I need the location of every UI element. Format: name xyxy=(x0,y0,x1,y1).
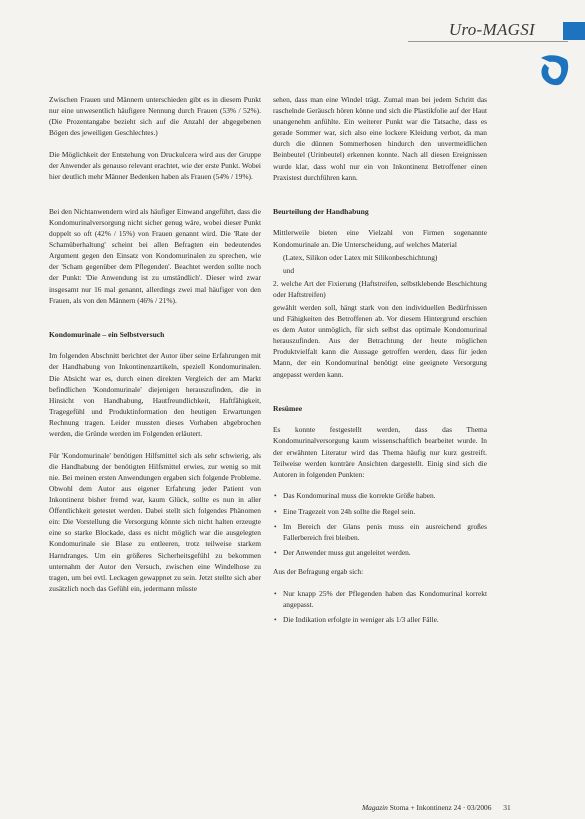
bullet-list xyxy=(273,490,487,557)
paragraph: Im folgenden Abschnitt berichtet der Autor über seine Erfahrungen mit der Handhabung von Inkontinenzartikeln, speziell Kondomurinalen. Die Absicht war es, durch einen direkten Vergleich der am Markt befindlichen 'Kondomurinale' diejenigen herauszufinden, die in Hinsicht von Handhabung, Hautfreundlichkeit, Haftfähigkeit, Tragegefühl und Produktinformation den heutigen Erwartungen Rechnung tragen. Leider mussten dieses Vorhaben abgebrochen werden, die Gründe werden im Folgenden erläutert. xyxy=(49,351,261,439)
left-column xyxy=(49,94,261,605)
paragraph: (Latex, Silikon oder Latex mit Silikonbeschichtung) xyxy=(283,252,438,262)
brand-rule xyxy=(408,41,568,42)
page-number: 31 xyxy=(503,803,511,812)
paragraph: Für 'Kondomurinale' benötigen Hilfsmittel sich als sehr schwierig, als die Handhabung der benötigten Hilfsmittel erwies, zur wenig so mit nie. Bei meinen ersten Anwendungen ergaben sich folgende Probleme. Obwohl dem Autor aus eigener Erfahrung jeder Patient von Inkontinenz bisher fremd war, kaum Glück, sollte es nun in aller Öffentlichkeit getestet werden. Dabei stellt sich folgendes Phänomen ein: Die Vorstellung die Versorgung könnte sich nicht halten erzeugte eine so starke Blockade, dass es nicht möglich war die ausgelegten Kondomurinale sie Blase zu entleeren, trotz teilweise starkem Harndranges. Um ein größeres Sicherheitsgefühl zu bekommen unternahm der Autor den Versuch, zwischen eine Windelhose zu tragen, um bei evtl. Leckagen gewappnet zu sein. Jetzt stellte sich aber zusätzlich noch das Gefühl ein, jedermann müsste xyxy=(49,450,261,593)
list-item: • Im Bereich der Glans penis muss ein ausreichend großes Fallerbereich frei bleiben. xyxy=(283,521,487,543)
bullet-list xyxy=(273,588,487,625)
blue-drop-logo-icon xyxy=(537,52,571,88)
paragraph: gewählt werden soll, hängt stark von den individuellen Bedürfnissen und Fähigkeiten des Betroffenen ab. Vor diesem Hintergrund erschien es dem Autor unmöglich, für sich selbst das optimale Kondomurinal herauszufinden. Aus der Betrachtung der heute möglichen Produktvielfalt kann die Aussage getroffen werden, dass für jeden Mann, der ein Kondomurinal benötigt eine geeignete Versorgung angepasst werden kann. xyxy=(273,303,487,379)
paragraph: Zwischen Frauen und Männern unterschieden gibt es in diesem Punkt nur eine unwesentlich häufigere Nennung durch Frauen (53% / 52%). (Die Prozentangabe bezieht sich auf die Anzahl der abgegebenen Bögen des jeweiligen Geschlechtes.) xyxy=(49,95,261,138)
list-item: • Das Kondomurinal muss die korrekte Größe haben. xyxy=(283,490,487,501)
brand-color-block xyxy=(563,22,585,40)
right-column xyxy=(273,94,487,633)
page-footer xyxy=(362,803,511,812)
paragraph: Bei den Nichtanwendern wird als häufiger Einwand angeführt, dass die Kondomurinalversorgung nicht sicher genug wäre, wobei dieser Punkt doppelt so oft (42% / 15%) von Frauen genannt wird. Die 'Rate der Schamüberhaltung' scheint bei allen Befragten ein bedeutendes Argument gegen den Einsatz von Kondomurinalen zu sprechen, wie der 'Scham gegenüber dem Pflegenden'. Beachtet werden sollte noch der Punkt: 'Die Anwendung ist zu umständlich'. Dieser wird zwar insgesamt nur 16 mal genannt, allerdings zwei mal häufiger von den Frauen, als von den Männern (46% / 21%). xyxy=(49,206,261,305)
list-item: • Der Anwender muss gut angeleitet werden. xyxy=(283,547,487,558)
list-item: • Die Indikation erfolgte in weniger als 1/3 aller Fälle. xyxy=(283,614,487,625)
brand-title: Uro-MAGSI xyxy=(448,20,535,39)
footer-magazine: Magazin xyxy=(362,803,388,812)
footer-issue: Stoma + Inkontinenz 24 · 03/2006 xyxy=(389,803,492,812)
list-item: • Nur knapp 25% der Pflegenden haben das Kondomurinal korrekt angepasst. xyxy=(283,588,487,610)
section-heading: Kondomurinale – ein Selbstversuch xyxy=(49,330,165,340)
paragraph: Es konnte festgestellt werden, dass das Thema Kondomurinalversorgung kaum wissenschaftlich bearbeitet wurde. In der erwähnten Literatur wird das Thema häufig nur kurz gestreift. Teilweise werden konträre Ansichten dargestellt. Einig sind sich die Autoren in folgenden Punkten: xyxy=(273,425,487,479)
paragraph: Aus der Befragung ergab sich: xyxy=(273,566,364,576)
paragraph: Die Möglichkeit der Entstehung von Druckulcera wird aus der Gruppe der Anwender als genauso relevant erachtet, wie der erste Punkt. Wobei hier deutlich mehr Männer Bedenken haben als Frauen (54% / 19%). xyxy=(49,149,261,182)
section-heading: Resümee xyxy=(273,404,303,414)
paragraph: sehen, dass man eine Windel trägt. Zumal man bei jedem Schritt das raschelnde Geräusch hören könne und sich die Plastikfolie auf der Haut unangenehm anfühlte. Ein weiterer Punkt war die Tatsache, dass es gerade Sommer war, sich also eine lockere Kleidung verbot, da man durch die dünnen Sommerhosen hindurch den unvermeidlichen Beinbeutel (Urinbeutel) erkennen konnte. Nach all diesen Ereignissen wurde klar, dass wohl nur ein von Inkontinenz Betroffener einen Praxistest durchführen kann. xyxy=(273,95,487,182)
list-item: • Eine Tragezeit von 24h sollte die Regel sein. xyxy=(283,506,487,517)
paragraph: und xyxy=(283,265,295,275)
paragraph: Mittlerweile bieten eine Vielzahl von Firmen sogenannte Kondomurinale an. Die Unterscheidung, auf welches Material xyxy=(273,228,487,249)
section-heading: Beurteilung der Handhabung xyxy=(273,207,369,217)
paragraph: 2. welche Art der Fixierung (Haftstreifen, selbstklebende Beschichtung oder Haftstreifen) xyxy=(273,278,487,299)
